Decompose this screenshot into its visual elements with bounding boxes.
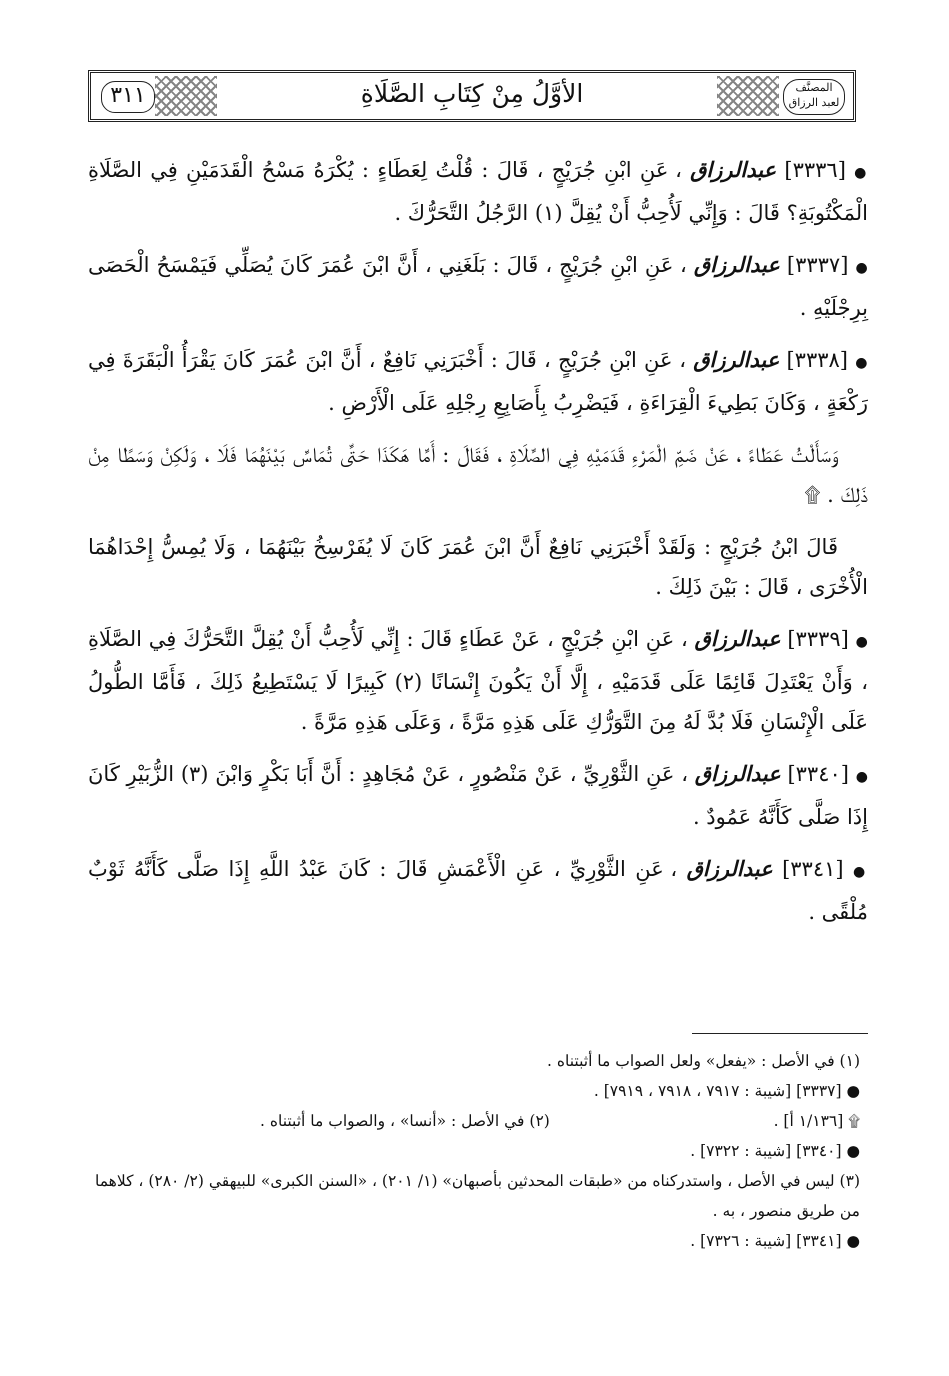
footnote-separator (692, 1033, 868, 1034)
emblem-line-1: المصنَّف (795, 81, 833, 94)
hadith-3338-continuation-1 (88, 435, 868, 515)
bullet-icon: ● (855, 634, 868, 650)
hadith-3336 (88, 150, 868, 233)
hadith-text: ، عَنِ الثَّوْرِيِّ ، عَنِ الْأَعْمَشِ قَالَ : كَانَ عَبْدُ اللَّهِ إِذَا صَلَّى كَأَنَّهُ ثَوْبٌ مُلْقًى . (88, 857, 868, 924)
hadith-3339 (88, 619, 868, 742)
bullet-icon: ● (854, 165, 868, 181)
book-emblem (783, 79, 845, 115)
hadith-3337 (88, 245, 868, 328)
source-note-3341: ● [٣٣٤١] [شيبة : ٧٣٢٦] . (690, 1232, 860, 1250)
hadith-number: [٣٣٣٩] (787, 627, 849, 651)
author-name: عبدالرزاق (693, 252, 780, 277)
source-note-3340: ● [٣٣٤٠] [شيبة : ٧٣٢٢] . (690, 1142, 860, 1160)
footnotes (90, 1046, 860, 1256)
footnote-3: (٣) ليس في الأصل ، واستدركناه من «طبقات المحدثين بأصبهان» (١/ ٢٠١) ، «السنن الكبرى» للبيهقي (٢/ ٢٨٠) ، كلاهما من طريق منصور ، به . (95, 1172, 860, 1220)
page-header (88, 70, 856, 122)
hadith-text: قَالَ ابْنُ جُرَيْجٍ : وَلَقَدْ أَخْبَرَنِي نَافِعٌ أَنَّ ابْنَ عُمَرَ كَانَ لَا يُفَرْسِخُ بَيْنَهُمَا ، وَلَا يُمِسُّ إِحْدَاهُمَا الْأُخْرَى ، قَالَ : بَيْنَ ذَلِكَ . (88, 535, 868, 599)
hadith-number: [٣٣٣٧] (786, 253, 849, 277)
hadith-text: وَسَأَلْتُ عَطَاءً ، عَنْ ضَمِّ الْمَرْءِ قَدَمَيْهِ فِي الصَّلَاةِ ، فَقَالَ : أَمَّا هَكَذَا حَتَّى تُمَاسَّ بَيْنَهُمَا فَلَا ، وَلَكِنْ وَسَطًا مِنْ ذَلِكَ . ۩ (88, 443, 868, 507)
footnote-row (90, 1106, 860, 1136)
emblem-line-2: لعبد الرزاق (788, 96, 840, 109)
bullet-icon: ● (853, 864, 868, 880)
author-name: عبدالرزاق (694, 761, 781, 786)
author-name: عبدالرزاق (693, 347, 780, 372)
ornament-band-right (717, 76, 779, 116)
hadith-text: ، عَنِ ابْنِ جُرَيْجٍ ، قَالَ : أَخْبَرَنِي نَافِعٌ ، أَنَّ ابْنَ عُمَرَ كَانَ يَقْرَأُ الْبَقَرَةَ فِي رَكْعَةٍ ، وَكَانَ بَطِيءَ الْقِرَاءَةِ ، فَيَضْرِبُ بِأَصَابِعِ رِجْلِهِ عَلَى الْأَرْضِ . (88, 348, 868, 415)
hadith-3338-continuation-2 (88, 527, 868, 607)
source-note-3337: ● [٣٣٣٧] [شيبة : ٧٩١٧ ، ٧٩١٨ ، ٧٩١٩] . (593, 1082, 860, 1100)
ornament-band-left (155, 76, 217, 116)
author-name: عبدالرزاق (690, 157, 777, 182)
footnote-1: (١) في الأصل : «يفعل» ولعل الصواب ما أثبتناه . (547, 1052, 860, 1070)
hadith-text: ، عَنِ ابْنِ جُرَيْجٍ ، قَالَ : بَلَغَنِي ، أَنَّ ابْنَ عُمَرَ كَانَ يُصَلِّي فَيَمْسَحُ الْحَصَى بِرِجْلَيْهِ . (88, 253, 868, 320)
footnote-2: (٢) في الأصل : «أنسا» ، والصواب ما أثبتناه . (260, 1112, 550, 1130)
bullet-icon: ● (855, 355, 868, 371)
hadith-3338 (88, 340, 868, 423)
hadith-number: [٣٣٤٠] (787, 762, 849, 786)
hadith-text: ، عَنِ الثَّوْرِيِّ ، عَنْ مَنْصُورٍ ، عَنْ مُجَاهِدٍ : أَنَّ أَبَا بَكْرٍ وَابْنَ (٣) الزُّبَيْرِ كَانَ إِذَا صَلَّى كَأَنَّهُ عَمُودٌ . (88, 762, 868, 829)
bullet-icon: ● (855, 260, 868, 276)
page-number: ٣١١ (101, 81, 155, 113)
running-title: الأوَّلُ مِنْ كِتَابِ الصَّلَاةِ (360, 79, 584, 108)
author-name: عبدالرزاق (694, 626, 781, 651)
hadith-number: [٣٣٣٨] (786, 348, 848, 372)
hadith-3341 (88, 849, 868, 932)
hadith-number: [٣٣٣٦] (784, 158, 846, 182)
hadith-3340 (88, 754, 868, 837)
main-text (88, 150, 868, 932)
hadith-text: ، عَنِ ابْنِ جُرَيْجٍ ، قَالَ : قُلْتُ لِعَطَاءٍ : يُكْرَهُ مَسْحُ الْقَدَمَيْنِ فِي الصَّلَاةِ الْمَكْتُوبَةِ؟ قَالَ : وَإِنِّي لَأُحِبُّ أَنْ يُقِلَّ (١) الرَّجُلُ التَّحَرُّكَ . (88, 158, 868, 225)
hadith-text: ، عَنِ ابْنِ جُرَيْجٍ ، عَنْ عَطَاءٍ قَالَ : إِنِّي لَأُحِبُّ أَنْ يُقِلَّ التَّحَرُّكَ فِي الصَّلَاةِ ، وَأَنْ يَعْتَدِلَ قَائِمًا عَلَى قَدَمَيْهِ ، إِلَّا أَنْ يَكُونَ إِنْسَانًا (٢) كَبِيرًا لَا يَسْتَطِيعُ ذَلِكَ ، فَأَمَّا الطُّولُ عَلَى الْإِنْسَانِ فَلَا بُدَّ لَهُ مِنَ التَّوَرُّكِ عَلَى هَذِهِ مَرَّةً ، وَعَلَى هَذِهِ مَرَّةً . (88, 627, 868, 734)
author-name: عبدالرزاق (686, 856, 773, 881)
folio-note: ۩ [١/١٣٦ أ] . (773, 1112, 860, 1130)
hadith-number: [٣٣٤١] (782, 857, 844, 881)
bullet-icon: ● (855, 769, 868, 785)
